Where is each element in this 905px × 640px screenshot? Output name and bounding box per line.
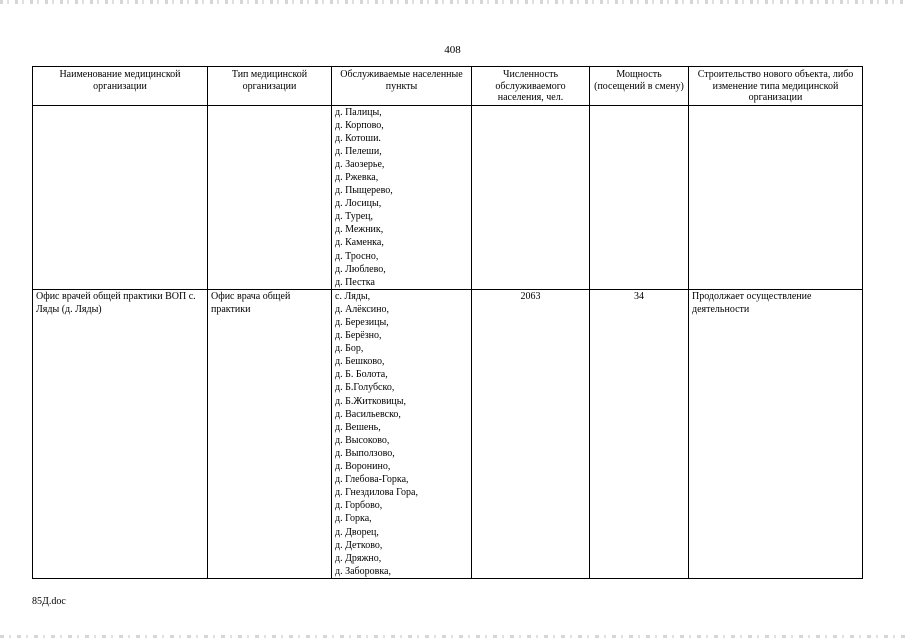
settlement-item: д. Выползово, — [335, 447, 395, 459]
settlement-item: д. Заборовка, — [335, 565, 391, 577]
cell-capacity: 34 — [590, 289, 689, 578]
settlement-item: д. Корпово, — [335, 119, 384, 131]
settlement-item: д. Б.Житковицы, — [335, 395, 407, 407]
settlement-item: д. Бор, — [335, 343, 364, 355]
settlement-item: д. Горбово, — [335, 500, 383, 512]
settlement-item: д. Ржевка, — [335, 171, 379, 183]
settlement-item: д. Люблево, — [335, 263, 386, 275]
settlement-item: д. Березицы, — [335, 317, 389, 328]
settlement-list — [335, 106, 468, 289]
settlement-item: д. Васильевско, — [335, 408, 401, 420]
settlement-item: д. Дряжно, — [335, 552, 382, 564]
table-row — [33, 289, 863, 578]
settlement-item: д. Гнездилова Гора, — [335, 487, 418, 499]
header-organization-type: Тип медицинской организации — [208, 67, 332, 106]
settlement-item: д. Дворец, — [335, 526, 379, 538]
table-row — [33, 105, 863, 289]
settlement-item: д. Бешково, — [335, 356, 385, 368]
settlement-item: д. Пестка — [335, 276, 375, 288]
document-filename: 85Д.doc — [32, 596, 66, 607]
scan-edge-top — [0, 0, 905, 4]
cell-organization-name — [33, 105, 208, 289]
cell-organization-type: Офис врача общей практики — [208, 289, 332, 578]
header-construction: Строительство нового объекта, либо изменение типа медицинской организации — [689, 67, 863, 106]
scan-edge-bottom — [0, 635, 905, 638]
settlement-item: д. Горка, — [335, 513, 372, 525]
settlement-item: д. Б.Голубско, — [335, 382, 395, 394]
table-header-row — [33, 67, 863, 106]
settlement-item: д. Глебова-Горка, — [335, 474, 409, 486]
settlement-item: д. Котоши. — [335, 132, 381, 144]
header-capacity: Мощность (посещений в смену) — [590, 67, 689, 106]
cell-population: 2063 — [472, 289, 590, 578]
settlement-item: д. Воронино, — [335, 461, 391, 473]
cell-population — [472, 105, 590, 289]
medical-organizations-table — [32, 66, 863, 579]
settlement-item: д. Турец, — [335, 211, 373, 223]
page-number: 408 — [444, 44, 461, 56]
settlement-item: д. Пыщерево, — [335, 185, 393, 197]
settlement-item: д. Палицы, — [335, 106, 382, 118]
cell-served-settlements — [332, 289, 472, 578]
settlement-item: д. Берёзно, — [335, 330, 382, 342]
header-population: Численность обслуживаемого населения, чел. — [472, 67, 590, 106]
settlement-item: д. Пелеши, — [335, 145, 382, 157]
settlement-list — [335, 290, 468, 578]
settlement-item: д. Б. Болота, — [335, 369, 388, 381]
settlement-item: д. Заозерье, — [335, 158, 385, 170]
cell-organization-type — [208, 105, 332, 289]
settlement-item: д. Детково, — [335, 539, 383, 551]
settlement-item: д. Алёксино, — [335, 303, 389, 315]
settlement-item: д. Высоково, — [335, 434, 390, 446]
cell-served-settlements — [332, 105, 472, 289]
settlement-item: д. Каменка, — [335, 237, 384, 249]
header-organization-name: Наименование медицинской организации — [33, 67, 208, 106]
cell-construction — [689, 105, 863, 289]
cell-capacity — [590, 105, 689, 289]
cell-organization-name: Офис врачей общей практики ВОП с. Ляды (д. Ляды) — [33, 289, 208, 578]
settlement-item: с. Ляды, — [335, 290, 371, 302]
settlement-item: д. Межник, — [335, 224, 384, 236]
settlement-item: д. Лосицы, — [335, 198, 382, 210]
cell-construction: Продолжает осуществление деятельности — [689, 289, 863, 578]
settlement-item: д. Тросно, — [335, 250, 379, 262]
header-served-settlements: Обслуживаемые населенные пункты — [332, 67, 472, 106]
settlement-item: д. Вешень, — [335, 421, 381, 433]
